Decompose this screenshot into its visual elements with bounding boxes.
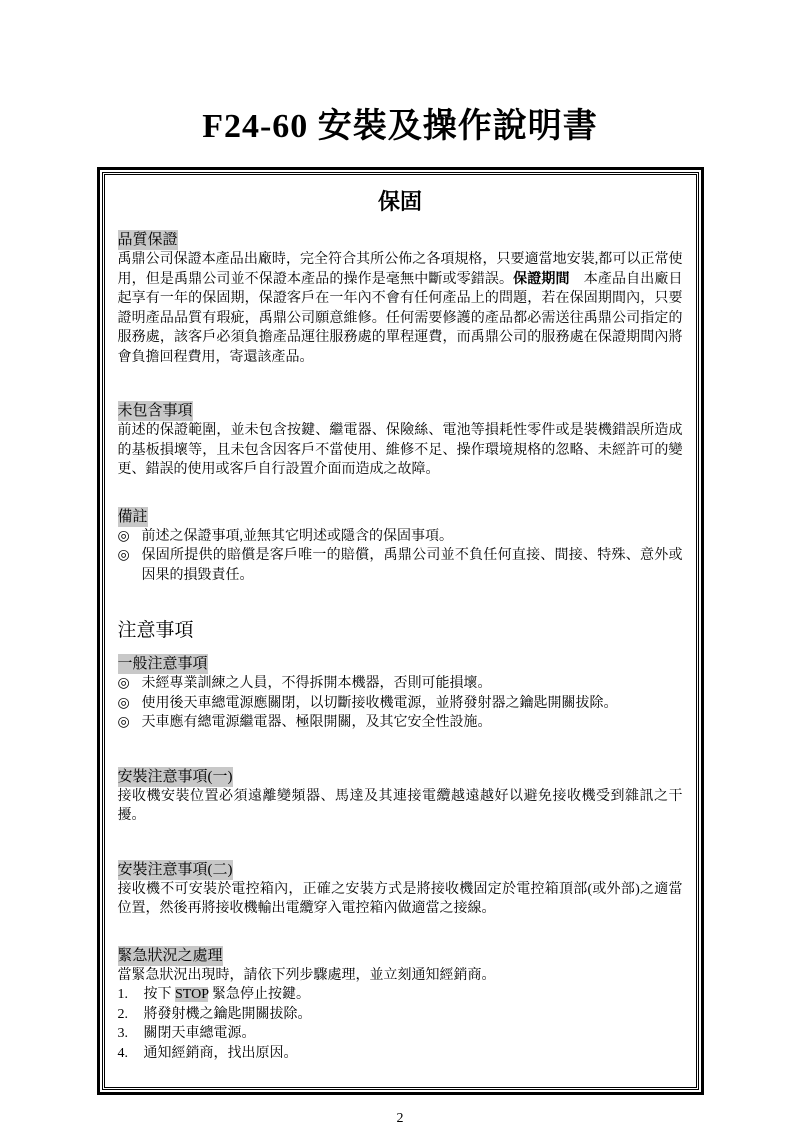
section-general-precautions xyxy=(118,654,683,733)
emergency-intro: 當緊急狀況出現時，請依下列步驟處理，並立刻通知經銷商。 xyxy=(117,967,496,983)
section-emergency-handling xyxy=(118,946,683,1064)
quality-paragraph-before: 禹鼎公司保證本產品出廠時，完全符合其所公佈之各項規格，只要適當地安裝,都可以正常使用，但是禹鼎公司並不保證本產品的操作是毫無中斷或零錯誤。 xyxy=(117,252,683,287)
emergency-step-text xyxy=(144,1024,683,1044)
emergency-step-text-pre: 通知經銷商，找出原因。 xyxy=(143,1045,298,1061)
emergency-step-text xyxy=(144,1044,683,1064)
section-install-precaution-1 xyxy=(118,767,683,826)
emergency-step xyxy=(118,1024,683,1044)
quality-assurance-heading: 品質保證 xyxy=(117,232,178,248)
emergency-step-number: 1. xyxy=(117,987,128,1002)
not-included-heading: 未包含事項 xyxy=(117,403,193,419)
install-precaution-2-paragraph: 接收機不可安裝於電控箱內，正確之安裝方式是將接收機固定於電控箱頂部(或外部)之適當位置，然後再將接收機輸出電纜穿入電控箱內做適當之接線。 xyxy=(117,881,683,916)
quality-paragraph-after: 本產品自出廠日起享有一年的保固期，保證客戶在一年內不會有任何產品上的問題，若在保固期間內，只要證明產品品質有瑕疵，禹鼎公司願意維修。任何需要修護的產品都必需送往禹鼎公司指定的服務處，該客戶必須負擔產品運往服務處的單程運費，而禹鼎公司的服務處在保證期間內將會負擔回程費用，寄還該產品。 xyxy=(117,271,683,365)
general-precautions-heading: 一般注意事項 xyxy=(117,656,208,672)
emergency-step-number: 3. xyxy=(117,1026,128,1041)
warranty-box-border-mid xyxy=(102,172,699,1090)
emergency-step xyxy=(118,1044,683,1064)
circle-bullet-icon: ◎ xyxy=(117,548,130,563)
warranty-period-term: 保證期間 xyxy=(513,271,570,287)
section-quality-assurance xyxy=(118,230,683,367)
circle-bullet-icon: ◎ xyxy=(117,695,130,711)
general-precaution-text: 使用後天車總電源應關閉，以切斷接收機電源，並將發射器之鑰匙開關拔除。 xyxy=(141,695,618,711)
not-included-paragraph: 前述的保證範圍，並未包含按鍵、繼電器、保險絲、電池等損耗性零件或是裝機錯誤所造成的基板損壞等，且未包含因客戶不當使用、維修不足、操作環境規格的忽略、未經許可的變更、錯誤的使用或客戶自行設置介面而造成之故障。 xyxy=(117,423,683,477)
remark-item-text: 保固所提供的賠償是客戶唯一的賠償，禹鼎公司並不負任何直接、間接、特殊、意外或因果的損毀責任。 xyxy=(141,548,683,583)
emergency-step-number: 2. xyxy=(117,1006,128,1022)
section-remarks xyxy=(118,507,683,586)
emergency-step-text-pre: 將發射機之鑰匙開關拔除。 xyxy=(143,1006,312,1022)
document-title: F24-60 安裝及操作說明書 xyxy=(202,108,598,145)
circle-bullet-icon: ◎ xyxy=(117,528,130,544)
section-not-included xyxy=(118,401,683,480)
warranty-box-border xyxy=(97,167,704,1095)
emergency-step-text xyxy=(144,985,683,1005)
page-number: 2 xyxy=(396,1111,404,1126)
emergency-step-text-post: 緊急停止按鍵。 xyxy=(208,987,310,1002)
emergency-step-text-pre: 關閉天車總電源。 xyxy=(143,1026,256,1041)
remarks-heading: 備註 xyxy=(117,508,148,525)
emergency-step xyxy=(118,1005,683,1025)
remark-item xyxy=(118,546,683,585)
install-precaution-1-paragraph: 接收機安裝位置必須遠離變頻器、馬達及其連接電纜越遠越好以避免接收機受到雜訊之干擾。 xyxy=(117,788,683,823)
install-precaution-2-heading: 安裝注意事項(二) xyxy=(117,861,233,878)
stop-key-highlight: STOP xyxy=(175,987,209,1002)
general-precaution-text: 天車應有總電源繼電器、極限開關，及其它安全性設施。 xyxy=(141,715,492,730)
general-precaution-item xyxy=(118,713,683,733)
section-install-precaution-2 xyxy=(118,860,683,919)
emergency-step-number: 4. xyxy=(117,1045,128,1061)
emergency-step-text xyxy=(144,1005,683,1025)
quality-assurance-paragraph xyxy=(118,250,683,367)
warranty-heading: 保固 xyxy=(377,189,422,214)
general-precaution-text: 未經專業訓練之人員，不得拆開本機器，否則可能損壞。 xyxy=(141,676,492,691)
circle-bullet-icon: ◎ xyxy=(117,676,130,691)
emergency-handling-heading: 緊急狀況之處理 xyxy=(117,947,223,964)
circle-bullet-icon: ◎ xyxy=(117,715,130,730)
remark-item-text: 前述之保證事項,並無其它明述或隱含的保固事項。 xyxy=(141,528,453,544)
warranty-box-content xyxy=(104,174,697,1088)
remark-item xyxy=(118,527,683,547)
general-precaution-item xyxy=(118,674,683,694)
general-precaution-item xyxy=(118,694,683,714)
precautions-heading: 注意事項 xyxy=(117,620,194,641)
install-precaution-1-heading: 安裝注意事項(一) xyxy=(117,768,233,785)
emergency-step xyxy=(118,985,683,1005)
emergency-step-text-pre: 按下 xyxy=(143,987,175,1002)
